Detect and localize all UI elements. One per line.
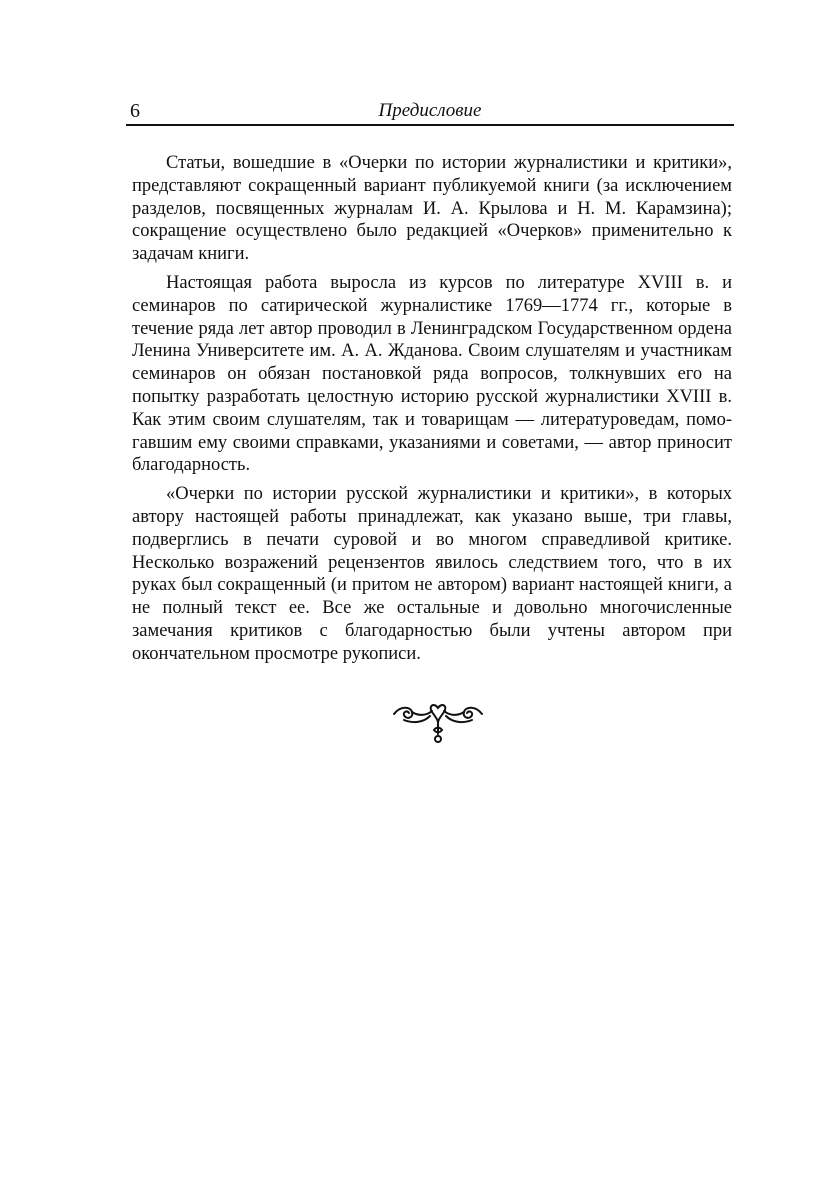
- running-title: Предисловие: [378, 100, 482, 121]
- body-text: [132, 152, 732, 672]
- paragraph-2: Настоящая работа выросла из курсов по литературе XVIII в. и семинаров по сатирической журналистике 1769—1774 гг., которые в течение ряда лет автор проводил в Ленинградском Государственном ордена Ленина Университете им. А. А. Жданова. Своим слушателям и участникам семинаров он обязан постановкой ряда вопросов, толкнувших его на попытку разработать целостную историю русской журналистики XVIII в. Как этим своим слушателям, так и товарищам — литературоведам, помогавшим ему своими справками, указаниями и советами, — автор приносит благодарность.: [132, 272, 732, 476]
- paragraph-1: Статьи, вошедшие в «Очерки по истории журналистики и критики», представляют сокращенный вариант публикуемой книги (за исключением разделов, посвященных журналам И. А. Крылова и Н. М. Карамзина); сокращение осуществлено было редакцией «Очерков» применительно к задачам книги.: [132, 153, 732, 265]
- page-number: 6: [130, 100, 140, 122]
- page-header: [126, 98, 734, 126]
- scroll-ornament-icon: [392, 700, 484, 746]
- paragraph-3: «Очерки по истории русской журналистики и критики», в которых автору настоящей работы принадлежат, как указано выше, три главы, подверглись в печати суровой и во многом справедливой критике. Несколько возражений рецензентов явилось следствием того, что в их руках был сокращенный (и притом не автором) вариант настоящей книги, а не полный текст ее. Все же остальные и довольно многочисленные замечания критиков с благодарностью были учтены автором при окончательном просмотре рукописи.: [132, 484, 732, 664]
